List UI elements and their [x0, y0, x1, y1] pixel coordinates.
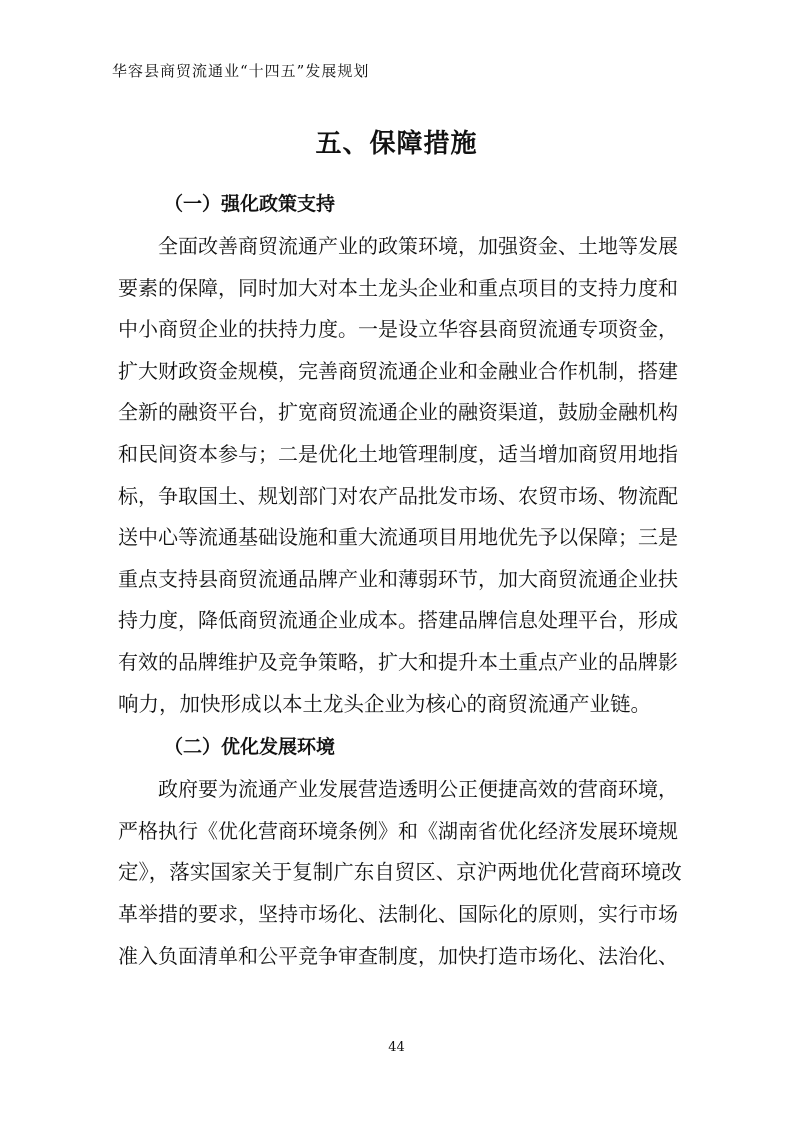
section-paragraph [118, 769, 686, 977]
paragraph-line: 准入负面清单和公平竞争审查制度，加快打造市场化、法治化、 [118, 943, 678, 968]
paragraph-line: 全面改善商贸流通产业的政策环境，加强资金、土地等发展 [118, 234, 678, 258]
section-heading: （一）强化政策支持 [164, 193, 336, 215]
paragraph-line: 全新的融资平台，扩宽商贸流通企业的融资渠道，鼓励金融机构 [118, 400, 678, 425]
section-paragraph [118, 226, 686, 725]
paragraph-line: 有效的品牌维护及竞争策略，扩大和提升本土重点产业的品牌影 [118, 649, 678, 674]
running-header: 华容县商贸流通业“十四五”发展规划 [112, 62, 370, 80]
section-policy-support [118, 182, 686, 725]
section-business-environment [118, 725, 686, 977]
paragraph-line: 严格执行《优化营商环境条例》和《湖南省优化经济发展环境规 [118, 818, 678, 843]
section-heading: （二）优化发展环境 [164, 736, 336, 759]
chapter-title: 五、保障措施 [315, 129, 478, 159]
paragraph-line: 响力，加快形成以本土龙头企业为核心的商贸流通产业链。 [118, 691, 651, 716]
paragraph-line: 革举措的要求，坚持市场化、法制化、国际化的原则，实行市场 [118, 901, 678, 926]
paragraph-line: 扩大财政资金规模，完善商贸流通企业和金融业合作机制，搭建 [118, 358, 678, 383]
paragraph-line: 持力度，降低商贸流通企业成本。搭建品牌信息处理平台，形成 [118, 608, 678, 633]
paragraph-line: 重点支持县商贸流通品牌产业和薄弱环节，加大商贸流通企业扶 [118, 566, 678, 591]
paragraph-line: 中小商贸企业的扶持力度。一是设立华容县商贸流通专项资金， [118, 317, 678, 342]
paragraph-line: 定》，落实国家关于复制广东自贸区、京沪两地优化营商环境改 [118, 860, 682, 885]
paragraph-line: 政府要为流通产业发展营造透明公正便捷高效的营商环境， [118, 777, 678, 802]
paragraph-line: 送中心等流通基础设施和重大流通项目用地优先予以保障；三是 [118, 525, 678, 550]
page-number: 44 [388, 1040, 405, 1055]
paragraph-line: 要素的保障，同时加大对本土龙头企业和重点项目的支持力度和 [118, 275, 678, 300]
document-body [118, 182, 686, 977]
paragraph-line: 标，争取国土、规划部门对农产品批发市场、农贸市场、物流配 [118, 483, 678, 508]
paragraph-line: 和民间资本参与；二是优化土地管理制度，适当增加商贸用地指 [118, 441, 678, 466]
